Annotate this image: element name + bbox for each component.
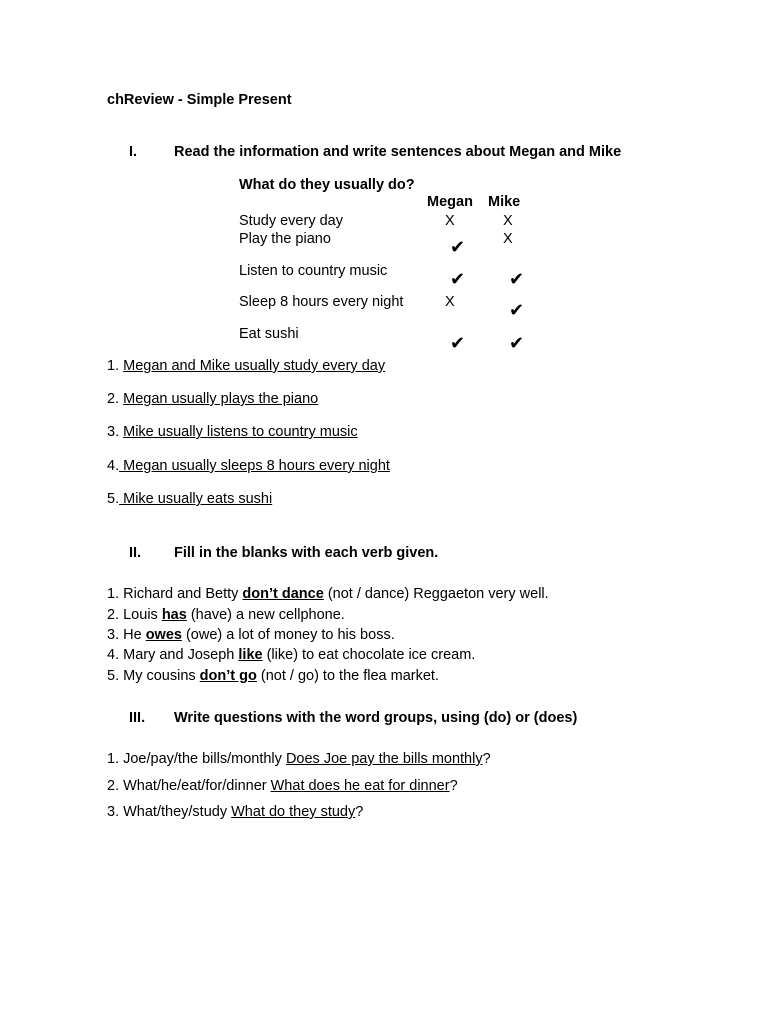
- mike-check-icon: ✔: [509, 333, 525, 354]
- fill-suffix: (not / dance) Reggaeton very well.: [323, 586, 549, 602]
- question-mark: ?: [449, 778, 458, 794]
- fill-item: [107, 647, 475, 663]
- fill-answer: has: [161, 607, 187, 623]
- activity-label: Listen to country music: [239, 263, 388, 279]
- question-item: [107, 804, 363, 820]
- mike-check-icon: ✔: [509, 300, 525, 321]
- col-header-megan: Megan: [427, 194, 473, 210]
- fill-item: [107, 627, 395, 643]
- fill-prefix: 5. My cousins: [107, 668, 200, 684]
- col-header-mike: Mike: [488, 194, 521, 210]
- answer-text: Mike usually eats sushi: [119, 491, 273, 507]
- question-prompt: 2. What/he/eat/for/dinner: [107, 778, 271, 794]
- answer-number: 5.: [107, 491, 120, 507]
- question-item: [107, 751, 491, 767]
- table-question: What do they usually do?: [239, 177, 415, 193]
- answer-number: 4.: [107, 458, 120, 474]
- answer-line: [107, 491, 272, 507]
- fill-answer: like: [238, 647, 263, 663]
- question-prompt: 1. Joe/pay/the bills/monthly: [107, 751, 286, 767]
- fill-answer: don’t dance: [242, 586, 324, 602]
- section1-numeral: I.: [129, 144, 138, 160]
- answer-line: [107, 458, 390, 474]
- answer-line: [107, 424, 358, 440]
- megan-mark: X: [445, 213, 455, 229]
- section3-numeral: III.: [129, 710, 146, 726]
- question-mark: ?: [482, 751, 491, 767]
- fill-prefix: 4. Mary and Joseph: [107, 647, 239, 663]
- section1-heading: Read the information and write sentences about Megan and Mike: [174, 144, 622, 160]
- section2-numeral: II.: [129, 545, 142, 561]
- question-item: [107, 778, 458, 794]
- fill-prefix: 2. Louis: [107, 607, 162, 623]
- section3-heading: Write questions with the word groups, using (do) or (does): [174, 710, 578, 726]
- answer-number: 2.: [107, 391, 120, 407]
- fill-suffix: (like) to eat chocolate ice cream.: [262, 647, 476, 663]
- answer-text: Megan usually sleeps 8 hours every night: [119, 458, 390, 474]
- answer-text: Megan and Mike usually study every day: [123, 358, 386, 374]
- fill-item: [107, 668, 439, 684]
- megan-check-icon: ✔: [450, 333, 466, 354]
- question-answer: What do they study: [231, 804, 356, 820]
- activity-label: Sleep 8 hours every night: [239, 294, 404, 310]
- page-title: chReview - Simple Present: [107, 92, 292, 108]
- fill-item: [107, 607, 345, 623]
- fill-prefix: 3. He: [107, 627, 146, 643]
- question-mark: ?: [355, 804, 364, 820]
- mike-mark: X: [503, 213, 513, 229]
- mike-check-icon: ✔: [509, 269, 525, 290]
- answer-line: [107, 391, 318, 407]
- fill-prefix: 1. Richard and Betty: [107, 586, 243, 602]
- section2-heading: Fill in the blanks with each verb given.: [174, 545, 439, 561]
- answer-number: 3.: [107, 424, 120, 440]
- question-answer: Does Joe pay the bills monthly: [285, 751, 483, 767]
- mike-mark: X: [503, 231, 513, 247]
- answer-text: Megan usually plays the piano: [123, 391, 319, 407]
- question-prompt: 3. What/they/study: [107, 804, 232, 820]
- activity-label: Play the piano: [239, 231, 331, 247]
- answer-text: Mike usually listens to country music: [123, 424, 358, 440]
- fill-suffix: (have) a new cellphone.: [186, 607, 345, 623]
- question-answer: What does he eat for dinner: [270, 778, 450, 794]
- answer-number: 1.: [107, 358, 120, 374]
- megan-check-icon: ✔: [450, 269, 466, 290]
- answer-line: [107, 358, 385, 374]
- activity-label: Study every day: [239, 213, 343, 229]
- fill-suffix: (owe) a lot of money to his boss.: [181, 627, 395, 643]
- activity-label: Eat sushi: [239, 326, 299, 342]
- fill-answer: owes: [145, 627, 182, 643]
- megan-mark: X: [445, 294, 455, 310]
- fill-answer: don’t go: [199, 668, 257, 684]
- fill-suffix: (not / go) to the flea market.: [256, 668, 439, 684]
- fill-item: [107, 586, 549, 602]
- megan-check-icon: ✔: [450, 237, 466, 258]
